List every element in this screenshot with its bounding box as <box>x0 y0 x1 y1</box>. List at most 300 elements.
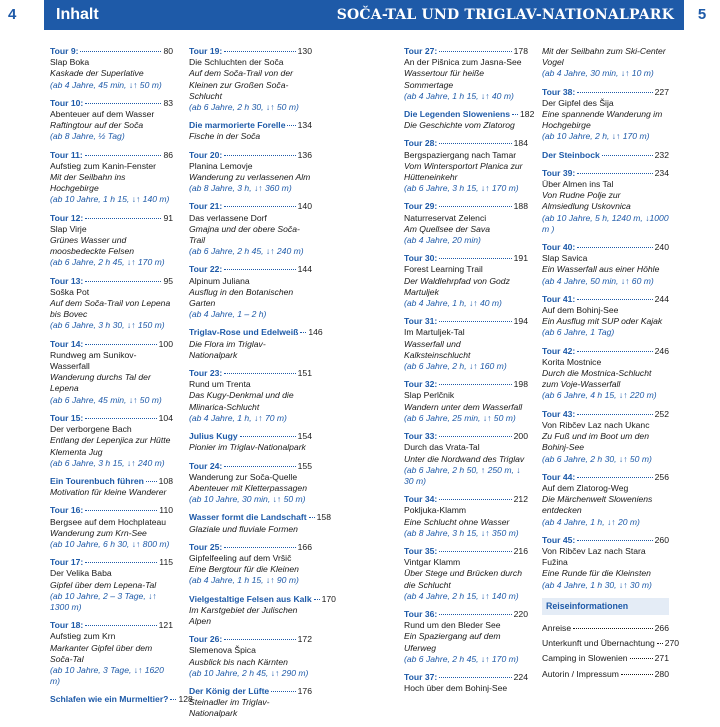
toc-entry[interactable] <box>189 264 312 320</box>
toc-entry-subtitle: Wassertour für heiße Sommertage <box>404 68 485 90</box>
toc-page-number: 121 <box>158 620 173 631</box>
toc-page-number: 151 <box>297 368 312 379</box>
toc-entry[interactable] <box>542 535 669 591</box>
dot-leader <box>577 414 652 415</box>
toc-page-number: 170 <box>321 593 336 604</box>
toc-entry[interactable] <box>542 168 669 235</box>
toc-page-number: 130 <box>297 46 312 56</box>
toc-entry-subtitle: Wanderung zum Krn-See <box>50 527 147 538</box>
toc-title-line <box>189 634 312 645</box>
toc-entry-subtitle: Die Märchenwelt Sloweniens entdecken <box>542 494 653 516</box>
toc-entry[interactable] <box>189 431 312 453</box>
toc-page-number: 86 <box>163 149 173 160</box>
dot-leader <box>224 269 295 270</box>
toc-entry[interactable] <box>189 327 323 361</box>
toc-entry-subtitle: Gipfel über dem Lepena-Tal <box>50 579 157 590</box>
toc-entry-subtitle: Eine Bergtour für die Kleinen <box>189 564 299 575</box>
toc-title-line <box>404 46 528 57</box>
toc-label: Tour 36: <box>404 608 438 619</box>
dot-leader <box>439 51 511 52</box>
toc-entry-name: Slap Boka <box>50 57 90 68</box>
toc-entry[interactable] <box>542 150 669 161</box>
toc-label: Tour 41: <box>542 293 576 304</box>
dot-leader <box>224 206 295 207</box>
toc-entry-name: Abenteuer auf dem Wasser <box>50 109 155 120</box>
toc-title-line <box>542 294 669 305</box>
toc-label: Tour 10: <box>50 97 84 108</box>
toc-title-line <box>50 476 173 487</box>
dot-leader <box>85 103 161 104</box>
toc-page-number: 80 <box>163 46 173 56</box>
toc-entry[interactable] <box>542 242 669 287</box>
toc-label: Tour 18: <box>50 620 84 631</box>
toc-page-number: 240 <box>654 242 669 253</box>
toc-entry[interactable] <box>50 620 173 687</box>
toc-title-line <box>189 512 331 523</box>
toc-entry[interactable] <box>404 138 528 194</box>
toc-title-line <box>542 150 669 161</box>
dot-leader <box>439 499 511 500</box>
toc-title-line <box>404 609 528 620</box>
toc-entry-subtitle: Raftingtour auf der Soča <box>50 120 144 131</box>
toc-entry-meta: (ab 6 Jahre, 3 h 15, ↓↑ 170 m) <box>404 183 519 194</box>
dot-leader <box>85 218 161 219</box>
toc-entry-subtitle: Auf dem Soča-Trail von der Kleinen zur Großen Soča-Schlucht <box>189 68 293 101</box>
toc-title-line <box>542 242 669 253</box>
toc-label: Tour 38: <box>542 86 576 97</box>
toc-title-line <box>189 431 312 442</box>
toc-page-number: 158 <box>316 512 331 523</box>
toc-page-number: 178 <box>513 46 528 56</box>
toc-title-line <box>50 413 173 424</box>
toc-entry-subtitle: Grünes Wasser und moosbedeckte Felsen <box>50 235 135 257</box>
toc-entry-meta: (ab 10 Jahre, 1 h 15, ↓↑ 140 m) <box>50 194 170 205</box>
toc-label: Tour 35: <box>404 545 438 556</box>
reise-item-page: 270 <box>664 638 680 649</box>
toc-entry-subtitle: Vom Wintersportort Planica zur Hütteneinkehr <box>404 160 523 183</box>
toc-entry[interactable] <box>189 634 312 679</box>
dot-leader <box>577 477 652 478</box>
toc-entry-subtitle: Markanter Gipfel über dem Soča-Tal <box>50 642 153 664</box>
toc-entry-meta: (ab 6 Jahre, 45 min, ↓↑ 50 m) <box>50 394 162 405</box>
toc-entry-name: Rund um den Bleder See <box>404 620 501 631</box>
reise-item[interactable] <box>542 623 669 634</box>
toc-entry-subtitle: Ein Ausflug mit SUP oder Kajak <box>542 316 663 327</box>
toc-entry-name: Rund um Trenta <box>189 379 251 390</box>
toc-title-line <box>189 201 312 212</box>
toc-page-number: 216 <box>513 545 528 556</box>
toc-title-line <box>189 120 312 131</box>
toc-entry[interactable] <box>404 109 535 131</box>
toc-page-number: 128 <box>178 694 193 705</box>
toc-page-number: 212 <box>513 494 528 505</box>
toc-entry-subtitle: Wanderung durchs Tal der Lepena <box>50 372 151 394</box>
toc-entry[interactable] <box>542 409 669 465</box>
toc-entry-name: Auf dem Bohinj-See <box>542 305 619 316</box>
toc-entry-name: Bergsee auf dem Hochplateau <box>50 516 167 527</box>
toc-title-line <box>542 409 669 420</box>
toc-entry[interactable] <box>189 46 312 113</box>
toc-page-number: 194 <box>513 316 528 327</box>
toc-entry-name: Die Schluchten der Soča <box>189 57 284 68</box>
toc-page-number: 115 <box>159 557 173 568</box>
reise-item-label: Autorin / Impressum <box>542 668 619 679</box>
toc-label: Tour 21: <box>189 201 223 212</box>
toc-entry-name: Slemenova Špica <box>189 645 256 656</box>
reise-item-page: 266 <box>654 622 669 633</box>
dot-leader <box>224 155 295 156</box>
dot-leader <box>240 436 296 437</box>
toc-title-line <box>404 316 528 327</box>
toc-page-number: 140 <box>297 201 312 212</box>
toc-entry-subtitle: Wanderung zu verlassenen Alm <box>189 172 311 183</box>
toc-entry-name: Der verborgene Bach <box>50 424 132 435</box>
toc-page-number: 232 <box>654 149 669 160</box>
toc-entry-meta: (ab 6 Jahre, 2 h, ↓↑ 160 m) <box>404 361 507 372</box>
toc-page-number: 200 <box>513 431 528 442</box>
toc-title-line <box>189 150 312 161</box>
toc-label: Tour 22: <box>189 264 223 275</box>
toc-title-line <box>50 46 173 57</box>
toc-entry-meta: (ab 6 Jahre, 2 h 30, ↓↑ 50 m) <box>542 453 652 464</box>
toc-title-line <box>50 339 173 350</box>
dot-leader <box>287 125 295 126</box>
dot-leader <box>577 299 652 300</box>
reise-item-page: 280 <box>654 668 669 679</box>
toc-entry[interactable] <box>50 46 173 91</box>
dot-leader <box>439 258 511 259</box>
toc-entry-subtitle: Über Stege und Brücken durch die Schlucht <box>404 568 522 590</box>
toc-entry-meta: (ab 10 Jahre, 2 – 3 Tage, ↓↑ 1300 m) <box>50 590 157 612</box>
toc-label: Tour 25: <box>189 541 223 552</box>
toc-entry[interactable] <box>50 339 173 406</box>
toc-entry-subtitle: Eine spannende Wanderung im Hochgebirge <box>542 109 663 131</box>
toc-entry-name: Bergspaziergang nach Tamar <box>404 149 517 160</box>
toc-entry-subtitle: Die Flora im Triglav-Nationalpark <box>189 338 266 360</box>
toc-entry[interactable] <box>404 253 528 309</box>
toc-entry[interactable] <box>404 546 528 602</box>
toc-page-number: 100 <box>158 338 173 349</box>
toc-entry-meta: (ab 4 Jahre, 1 h, ↓↑ 20 m) <box>542 516 640 527</box>
toc-entry-meta: (ab 6 Jahre, 4 h 15, ↓↑ 220 m) <box>542 390 657 401</box>
toc-entry-subtitle: Fische in der Soča <box>189 131 261 142</box>
toc-entry[interactable] <box>50 150 173 206</box>
toc-entry[interactable] <box>189 512 331 534</box>
toc-entry[interactable] <box>189 461 312 506</box>
toc-page-number: 104 <box>158 412 173 423</box>
toc-entry-meta: (ab 10 Jahre, 3 Tage, ↓↑ 1620 m) <box>50 664 164 687</box>
toc-entry-name: Der Velika Baba <box>50 568 112 579</box>
toc-entry-subtitle: Ein Wasserfall aus einer Höhle <box>542 264 660 275</box>
toc-entry[interactable] <box>50 694 193 705</box>
dot-leader <box>577 173 652 174</box>
toc-label: Tour 9: <box>50 46 79 56</box>
toc-entry-meta: (ab 8 Jahre, 3 h 15, ↓↑ 350 m) <box>404 527 519 538</box>
toc-title-line <box>50 620 173 631</box>
toc-label: Wasser formt die Landschaft <box>189 512 307 523</box>
toc-label: Tour 28: <box>404 138 438 149</box>
dot-leader <box>602 155 653 156</box>
toc-entry-subtitle: Das Kugy-Denkmal und die Mlinarica-Schlucht <box>189 390 294 412</box>
toc-entry-meta: (ab 6 Jahre, 3 h 15, ↓↑ 240 m) <box>50 457 165 468</box>
toc-entry-meta: (ab 6 Jahre, 2 h 30, ↓↑ 50 m) <box>189 102 299 113</box>
dot-leader <box>577 540 652 541</box>
toc-entry-meta: (ab 8 Jahre, 3 h, ↓↑ 360 m) <box>189 183 292 194</box>
toc-entry[interactable] <box>542 472 669 528</box>
toc-label: Tour 16: <box>50 505 84 516</box>
toc-entry[interactable] <box>189 368 312 424</box>
toc-title-line <box>404 431 528 442</box>
toc-label: Tour 13: <box>50 275 84 286</box>
dot-leader <box>309 517 315 518</box>
toc-entry-name: Durch das Vrata-Tal <box>404 442 480 453</box>
toc-entry[interactable] <box>404 609 528 665</box>
toc-label: Tour 17: <box>50 557 84 568</box>
dot-leader <box>439 206 511 207</box>
toc-entry-name: Slap Virje <box>50 223 87 234</box>
toc-entry[interactable] <box>189 201 312 257</box>
toc-label: Tour 14: <box>50 338 84 349</box>
toc-title-line <box>542 535 669 546</box>
toc-entry-meta: (ab 4 Jahre, 45 min, ↓↑ 50 m) <box>50 79 162 90</box>
toc-label: Triglav-Rose und Edelweiß <box>189 327 299 338</box>
dot-leader <box>224 373 295 374</box>
toc-entry-subtitle: Zu Fuß und im Boot um den Bohinj-See <box>542 431 649 453</box>
toc-page-number: 154 <box>297 431 312 442</box>
section-heading-reiseinformationen: Reiseinformationen <box>542 598 669 615</box>
toc-title-line <box>542 168 669 179</box>
header-bar-left <box>0 0 360 30</box>
toc-entry-meta: (ab 4 Jahre, 30 min, ↓↑ 10 m) <box>542 68 654 79</box>
toc-page-number: 260 <box>654 534 669 545</box>
reise-item[interactable] <box>542 669 669 680</box>
toc-entry[interactable] <box>50 276 173 332</box>
dot-leader <box>224 466 295 467</box>
dot-leader <box>577 247 652 248</box>
toc-entry[interactable] <box>189 120 312 142</box>
header-title-left: Inhalt <box>56 6 99 23</box>
toc-entry-meta: (ab 10 Jahre, 5 h, 1240 m, ↓1000 m ) <box>542 212 669 234</box>
dot-leader <box>314 599 320 600</box>
dot-leader <box>224 547 295 548</box>
toc-title-line <box>404 201 528 212</box>
toc-entry[interactable] <box>542 346 669 402</box>
toc-label: Der König der Lüfte <box>189 685 270 696</box>
toc-label: Tour 42: <box>542 345 576 356</box>
toc-title-line <box>189 264 312 275</box>
toc-title-line <box>404 253 528 264</box>
dot-leader <box>439 384 511 385</box>
toc-title-line <box>404 379 528 390</box>
toc-entry-meta: (ab 6 Jahre, 2 h 45, ↓↑ 240 m) <box>189 246 304 257</box>
toc-entry-meta: (ab 6 Jahre, 1 Tag) <box>542 327 615 338</box>
toc-entry[interactable] <box>50 557 173 613</box>
reise-item-label: Unterkunft und Übernachtung <box>542 638 655 649</box>
toc-entry-subtitle: Mit der Seilbahn zum Ski-Center Vogel <box>542 46 666 68</box>
toc-page-number: 220 <box>513 608 528 619</box>
toc-entry-subtitle: Mit der Seilbahn ins Hochgebirge <box>50 172 126 194</box>
toc-page-number: 166 <box>297 541 312 552</box>
page-number-left: 4 <box>0 0 44 30</box>
reise-item[interactable] <box>542 638 680 649</box>
toc-entry-name: Hoch über dem Bohinj-See <box>404 683 508 694</box>
toc-entries <box>542 46 669 591</box>
dot-leader <box>80 51 161 52</box>
toc-entry[interactable] <box>404 46 528 102</box>
dot-leader <box>85 418 156 419</box>
toc-entry-subtitle: Im Karstgebiet der Julischen Alpen <box>189 604 298 626</box>
toc-entry-name: Aufstieg zum Krn <box>50 631 116 642</box>
toc-page-number: 227 <box>654 86 669 97</box>
dot-leader <box>85 510 157 511</box>
toc-entry[interactable] <box>404 672 528 694</box>
toc-label: Tour 26: <box>189 634 223 645</box>
toc-title-line <box>50 150 173 161</box>
reise-item[interactable] <box>542 653 669 664</box>
reise-item-label: Anreise <box>542 622 572 633</box>
toc-entry-name: Auf dem Zlatorog-Weg <box>542 482 629 493</box>
toc-entry[interactable] <box>50 98 173 143</box>
toc-entry-meta: (ab 4 Jahre, 1 h 30, ↓↑ 30 m) <box>542 579 652 590</box>
toc-entry[interactable] <box>50 476 173 498</box>
toc-entry[interactable] <box>50 505 173 550</box>
toc-page-number: 176 <box>297 685 312 696</box>
dot-leader <box>630 658 653 659</box>
toc-page-number: 244 <box>654 293 669 304</box>
toc-entry-name: Naturreservat Zelenci <box>404 212 487 223</box>
toc-page-number: 184 <box>513 138 528 149</box>
dot-leader <box>439 551 511 552</box>
toc-entry[interactable] <box>50 213 173 269</box>
toc-label: Tour 31: <box>404 316 438 327</box>
toc-entry-name: Alpinum Juliana <box>189 275 250 286</box>
toc-label: Julius Kugy <box>189 431 238 442</box>
toc-label: Tour 15: <box>50 412 84 423</box>
header-title-right: SOČA-TAL UND TRIGLAV-NATIONALPARK <box>336 7 674 23</box>
toc-entry-name: Das verlassene Dorf <box>189 212 267 223</box>
toc-page-number: 224 <box>513 671 528 682</box>
toc-entry[interactable] <box>50 413 173 469</box>
toc-label: Der Steinbock <box>542 149 600 160</box>
toc-title-line <box>50 505 173 516</box>
toc-entry[interactable] <box>189 542 312 587</box>
toc-title-line <box>404 138 528 149</box>
dot-leader <box>621 674 653 675</box>
toc-label: Tour 44: <box>542 471 576 482</box>
toc-entry-name: Über Almen ins Tal <box>542 179 614 190</box>
toc-entry-name: Wanderung zur Soča-Quelle <box>189 471 298 482</box>
toc-label: Tour 39: <box>542 167 576 178</box>
dot-leader <box>439 321 511 322</box>
toc-entry[interactable] <box>189 593 336 628</box>
toc-entry-subtitle: Entlang der Lepenjica zur Hütte Klementa Jug <box>50 435 171 457</box>
toc-page-number: 191 <box>513 253 528 264</box>
toc-entry-subtitle: Von Rudne Polje zur Almsiedlung Uskovnica <box>542 190 631 212</box>
toc-entry-name: Pokljuka-Klamm <box>404 505 467 516</box>
toc-entry-meta: (ab 10 Jahre, 2 h 45, ↓↑ 290 m) <box>189 667 309 678</box>
toc-label: Tour 32: <box>404 379 438 390</box>
toc-page-number: 108 <box>158 475 173 486</box>
dot-leader <box>577 351 652 352</box>
toc-column-2 <box>189 46 336 727</box>
toc-label: Vielgestaltige Felsen aus Kalk <box>189 593 312 604</box>
dot-leader <box>439 143 511 144</box>
toc-title-line <box>189 686 312 697</box>
toc-entry[interactable] <box>189 686 312 720</box>
dot-leader <box>85 562 157 563</box>
toc-entry[interactable] <box>404 201 528 246</box>
toc-entry-subtitle: Ausblick bis nach Kärnten <box>189 656 288 667</box>
toc-title-line <box>50 557 173 568</box>
dot-leader <box>300 332 306 333</box>
toc-column-4 <box>542 46 680 684</box>
toc-title-line <box>189 461 312 472</box>
toc-entry-subtitle: Wasserfall und Kalksteinschlucht <box>404 338 471 360</box>
toc-page-number: 136 <box>297 149 312 160</box>
toc-entry-name: Aufstieg zum Kanin-Fenster <box>50 160 157 171</box>
dot-leader <box>271 691 295 692</box>
toc-entry-name: Slap Savica <box>542 253 588 264</box>
toc-label: Tour 12: <box>50 212 84 223</box>
dot-leader <box>170 699 176 700</box>
toc-entry[interactable] <box>404 431 528 487</box>
toc-entry[interactable] <box>542 87 669 143</box>
toc-page-number: 256 <box>654 471 669 482</box>
toc-entry-meta: (ab 4 Jahre, 50 min, ↓↑ 60 m) <box>542 275 654 286</box>
toc-label: Tour 33: <box>404 431 438 442</box>
toc-page-number: 172 <box>297 634 312 645</box>
toc-entry[interactable] <box>189 150 312 195</box>
toc-entry-name: An der Pišnica zum Jasna-See <box>404 57 522 68</box>
toc-entry[interactable] <box>542 294 669 339</box>
toc-entry[interactable] <box>404 494 528 539</box>
toc-label: Tour 34: <box>404 494 438 505</box>
toc-column-3 <box>404 46 535 701</box>
toc-entry-subtitle: Ausflug in den Botanischen Garten <box>189 286 294 309</box>
toc-page-number: 95 <box>163 275 173 286</box>
toc-entry-subtitle: Am Quellsee der Sava <box>404 223 490 234</box>
toc-label: Tour 30: <box>404 253 438 264</box>
toc-title-line <box>189 593 336 605</box>
toc-label: Tour 24: <box>189 460 223 471</box>
toc-entry-meta: (ab 8 Jahre, ½ Tag) <box>50 131 125 142</box>
toc-entry-name: Der Gipfel des Šija <box>542 97 614 108</box>
toc-title-line <box>189 327 323 338</box>
toc-entry[interactable] <box>404 316 528 372</box>
toc-entry-subtitle: Unter die Nordwand des Triglav <box>404 453 525 464</box>
toc-title-line <box>50 98 173 109</box>
toc-entry[interactable] <box>542 46 669 80</box>
dot-leader <box>439 677 511 678</box>
toc-entry-meta: (ab 4 Jahre, 20 min) <box>404 235 481 246</box>
toc-entry[interactable] <box>404 379 528 424</box>
toc-label: Ein Tourenbuch führen <box>50 475 144 486</box>
toc-entry-name: Slap Perlčnik <box>404 390 455 401</box>
dot-leader <box>573 628 653 629</box>
toc-entry-meta: (ab 10 Jahre, 2 h, ↓↑ 170 m) <box>542 131 650 142</box>
reise-item-label: Camping in Slowenien <box>542 653 628 664</box>
toc-entry-subtitle: Eine Runde für die Kleinsten <box>542 568 651 579</box>
toc-entry-meta: (ab 4 Jahre, 1 h, ↓↑ 40 m) <box>404 298 502 309</box>
toc-entry-subtitle: Steinadler im Triglav-Nationalpark <box>189 697 270 719</box>
toc-title-line <box>189 46 312 57</box>
toc-entry-subtitle: Der Waldlehrpfad von Godz Martuljek <box>404 275 510 297</box>
toc-entry-meta: (ab 10 Jahre, 30 min, ↓↑ 50 m) <box>189 494 306 505</box>
toc-label: Die marmorierte Forelle <box>189 120 286 131</box>
toc-page-number: 110 <box>159 505 173 516</box>
toc-entry-meta: (ab 6 Jahre, 2 h 45, ↓↑ 170 m) <box>404 653 519 664</box>
toc-page-number: 182 <box>520 109 535 120</box>
